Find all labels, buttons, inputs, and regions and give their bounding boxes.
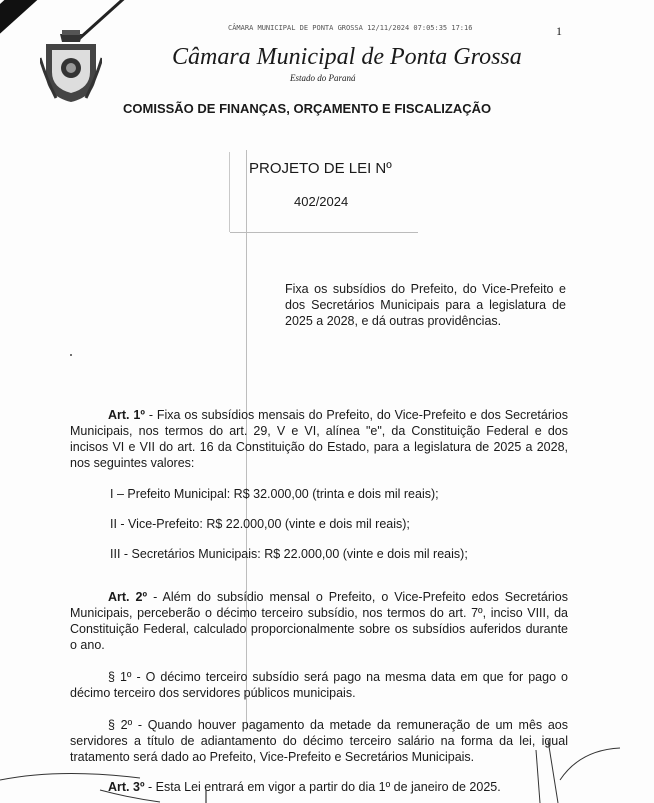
box-bottom-line [230, 232, 418, 233]
article-2 [70, 589, 568, 653]
commission-title: COMISSÃO DE FINANÇAS, ORÇAMENTO E FISCALIZAÇÃO [123, 101, 492, 116]
article-2-label: Art. 2º [108, 590, 148, 604]
project-number: 402/2024 [294, 194, 349, 209]
article-3-label: Art. 3º [108, 780, 145, 794]
article-3-text: - Esta Lei entrará em vigor a partir do dia 1º de janeiro de 2025. [144, 780, 501, 794]
protocol-stamp: CÂMARA MUNICIPAL DE PONTA GROSSA 12/11/2024 07:05:35 17:16 [228, 24, 473, 32]
law-summary: Fixa os subsídios do Prefeito, do Vice-Prefeito e dos Secretários Municipais para a legislatura de 2025 a 2028, e dá outras providências. [285, 282, 566, 328]
article-1-item-1: I – Prefeito Municipal: R$ 32.000,00 (trinta e dois mil reais); [110, 487, 439, 501]
article-2-paragraph-1: § 1º - O décimo terceiro subsídio será pago na mesma data em que for pago o décimo terceiro dos servidores públicos municipais. [70, 670, 568, 700]
coat-of-arms-icon [40, 28, 102, 106]
article-1-text: - Fixa os subsídios mensais do Prefeito, do Vice-Prefeito e dos Secretários Municipais, nos termos do art. 29, V e VI, alínea "e", da Constituição Federal e dos incisos VI e VII do art. 16 da Constituição do Estado, para a legislatura de 2025 a 2028, nos seguintes valores: [70, 408, 568, 470]
box-left-line [229, 152, 230, 232]
article-2-text: - Além do subsídio mensal o Prefeito, o Vice-Prefeito edos Secretários Municipais, perceberão o décimo terceiro subsídio, nos termos do art. 7º, inciso VIII, da Constituição Federal, calculado proporcionalmente sobre os subsídios auferidos durante o ano. [70, 590, 568, 652]
article-1-item-3: III - Secretários Municipais: R$ 22.000,00 (vinte e dois mil reais); [110, 547, 468, 561]
article-2-paragraph-2: § 2º - Quando houver pagamento da metade da remuneração de um mês aos servidores a título de adiantamento do décimo terceiro salário na forma da lei, igual tratamento será dado ao Prefeito, Vice-Prefeito e Secretários Municipais. [70, 718, 568, 764]
signature-strokes [0, 740, 654, 803]
scan-speck [70, 354, 72, 356]
page-number: 1 [556, 24, 562, 38]
state-name: Estado do Paraná [290, 73, 356, 83]
chamber-name: Câmara Municipal de Ponta Grossa [172, 44, 522, 70]
article-1-label: Art. 1º [108, 408, 145, 422]
project-title: PROJETO DE LEI Nº [249, 160, 392, 177]
article-1-item-2: II - Vice-Prefeito: R$ 22.000,00 (vinte e dois mil reais); [110, 517, 410, 531]
article-1 [70, 407, 568, 471]
